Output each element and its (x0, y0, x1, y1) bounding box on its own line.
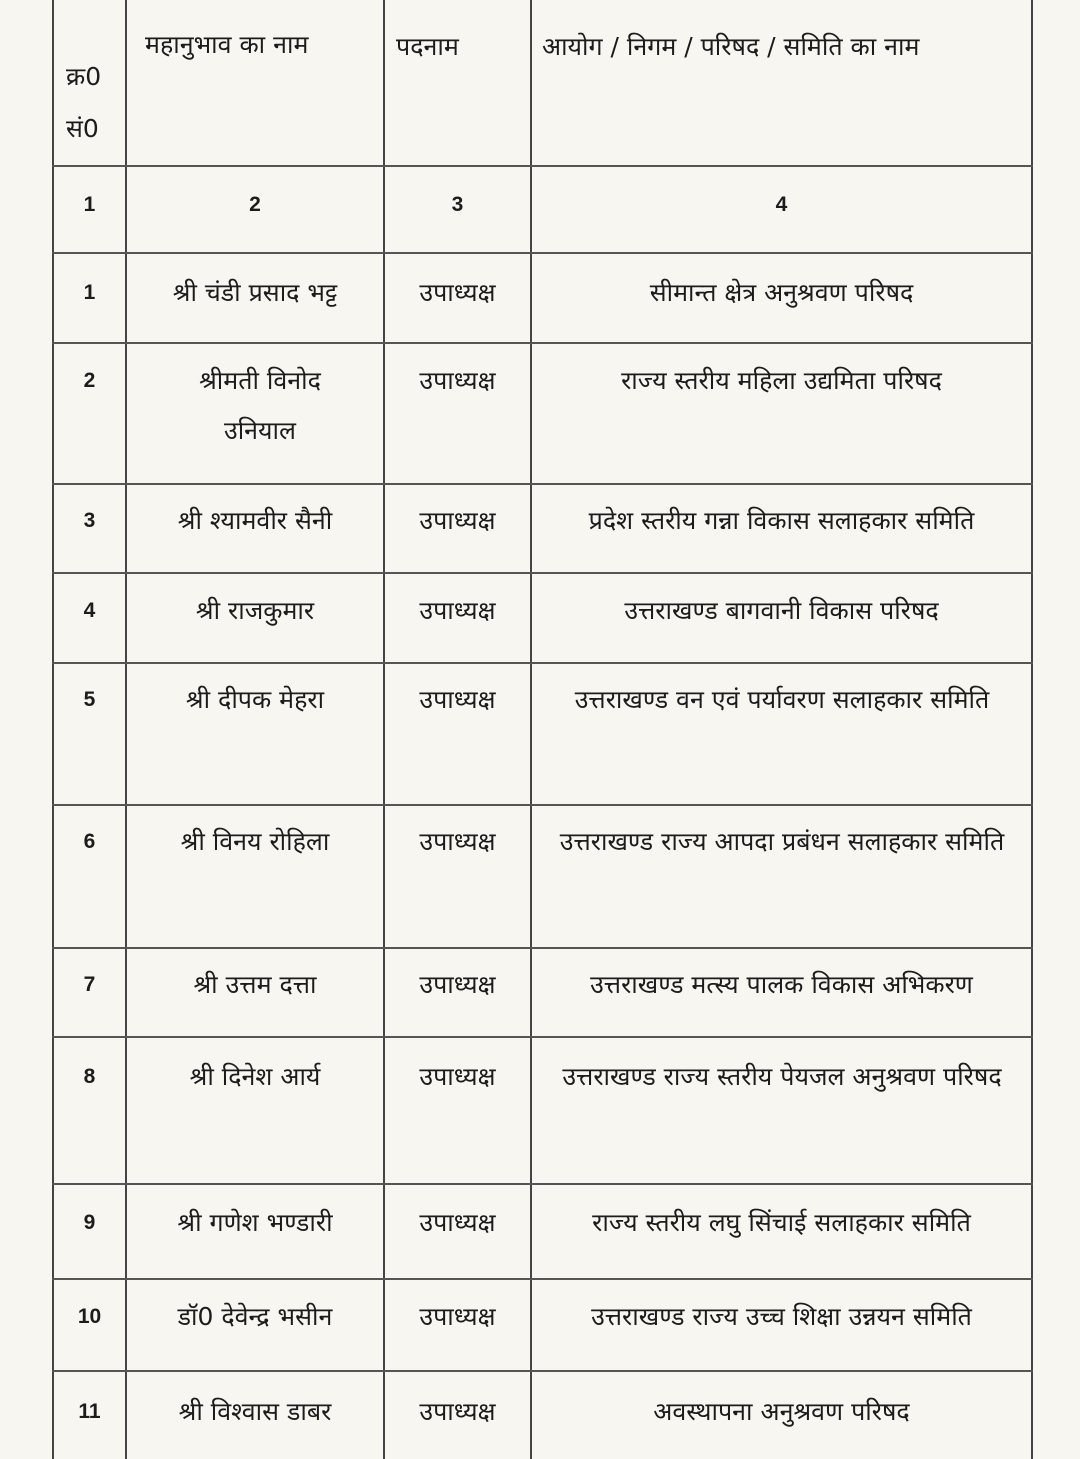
row-designation: उपाध्यक्ष (419, 1062, 496, 1091)
header-organization: आयोग / निगम / परिषद / समिति का नाम (542, 32, 920, 61)
row-sno: 7 (83, 973, 96, 996)
row-sno: 10 (77, 1305, 102, 1328)
row-name: श्री राजकुमार (195, 596, 315, 625)
col-number: 4 (775, 193, 788, 216)
row-name: श्री विश्वास डाबर (178, 1397, 332, 1426)
row-sno: 9 (83, 1211, 96, 1234)
col-number: 3 (451, 193, 464, 216)
row-organization: राज्य स्तरीय लघु सिंचाई सलाहकार समिति (592, 1208, 971, 1237)
header-designation: पदनाम (396, 32, 459, 61)
row-divider (52, 947, 1033, 949)
row-divider (52, 662, 1033, 664)
row-sno: 1 (83, 281, 96, 304)
row-designation: उपाध्यक्ष (419, 596, 496, 625)
row-sno: 6 (83, 830, 96, 853)
row-designation: उपाध्यक्ष (419, 685, 496, 714)
row-sno: 2 (83, 369, 96, 392)
row-name: श्रीमती विनोद उनियाल (199, 366, 321, 445)
table-border-right (1031, 0, 1033, 1459)
row-organization: उत्तराखण्ड वन एवं पर्यावरण सलाहकार समिति (574, 685, 990, 714)
row-sno: 4 (83, 599, 96, 622)
header-sno-line1: क्र0 (66, 62, 102, 91)
row-organization: उत्तराखण्ड बागवानी विकास परिषद (624, 596, 939, 625)
row-sno: 11 (78, 1400, 101, 1423)
col-number: 2 (249, 193, 261, 216)
row-designation: उपाध्यक्ष (419, 1397, 496, 1426)
row-sno: 5 (83, 688, 96, 711)
row-divider (52, 165, 1033, 167)
row-divider (52, 1278, 1033, 1280)
row-name: श्री श्यामवीर सैनी (177, 506, 333, 535)
row-divider (52, 1183, 1033, 1185)
row-divider (52, 1036, 1033, 1038)
row-name: श्री विनय रोहिला (180, 827, 330, 856)
row-divider (52, 342, 1033, 344)
row-organization: उत्तराखण्ड मत्स्य पालक विकास अभिकरण (590, 970, 973, 999)
row-name: श्री चंडी प्रसाद भट्ट (172, 278, 338, 307)
row-sno: 3 (83, 509, 96, 532)
row-organization: अवस्थापना अनुश्रवण परिषद (653, 1397, 910, 1426)
row-name: श्री उत्तम दत्ता (193, 970, 317, 999)
row-designation: उपाध्यक्ष (419, 366, 496, 395)
row-designation: उपाध्यक्ष (419, 506, 496, 535)
row-organization: उत्तराखण्ड राज्य स्तरीय पेयजल अनुश्रवण परिषद (562, 1062, 1002, 1091)
row-divider (52, 252, 1033, 254)
header-name: महानुभाव का नाम (145, 30, 309, 59)
row-designation: उपाध्यक्ष (419, 1302, 496, 1331)
row-divider (52, 483, 1033, 485)
row-organization: राज्य स्तरीय महिला उद्यमिता परिषद (621, 366, 942, 395)
row-divider (52, 804, 1033, 806)
row-designation: उपाध्यक्ष (419, 1208, 496, 1237)
header-sno-line2: सं0 (66, 114, 99, 143)
row-organization: प्रदेश स्तरीय गन्ना विकास सलाहकार समिति (588, 506, 975, 535)
row-designation: उपाध्यक्ष (419, 827, 496, 856)
row-designation: उपाध्यक्ष (419, 970, 496, 999)
row-name: श्री दिनेश आर्य (189, 1062, 321, 1091)
row-name: डॉ0 देवेन्द्र भसीन (177, 1302, 333, 1331)
col-number: 1 (83, 193, 96, 216)
row-organization: उत्तराखण्ड राज्य उच्च शिक्षा उन्नयन समिति (591, 1302, 972, 1331)
row-organization: सीमान्त क्षेत्र अनुश्रवण परिषद (649, 278, 914, 307)
row-divider (52, 1370, 1033, 1372)
row-designation: उपाध्यक्ष (419, 278, 496, 307)
row-sno: 8 (83, 1065, 96, 1088)
row-name: श्री दीपक मेहरा (185, 685, 325, 714)
row-organization: उत्तराखण्ड राज्य आपदा प्रबंधन सलाहकार समिति (559, 827, 1005, 856)
row-name: श्री गणेश भण्डारी (177, 1208, 333, 1237)
row-divider (52, 572, 1033, 574)
